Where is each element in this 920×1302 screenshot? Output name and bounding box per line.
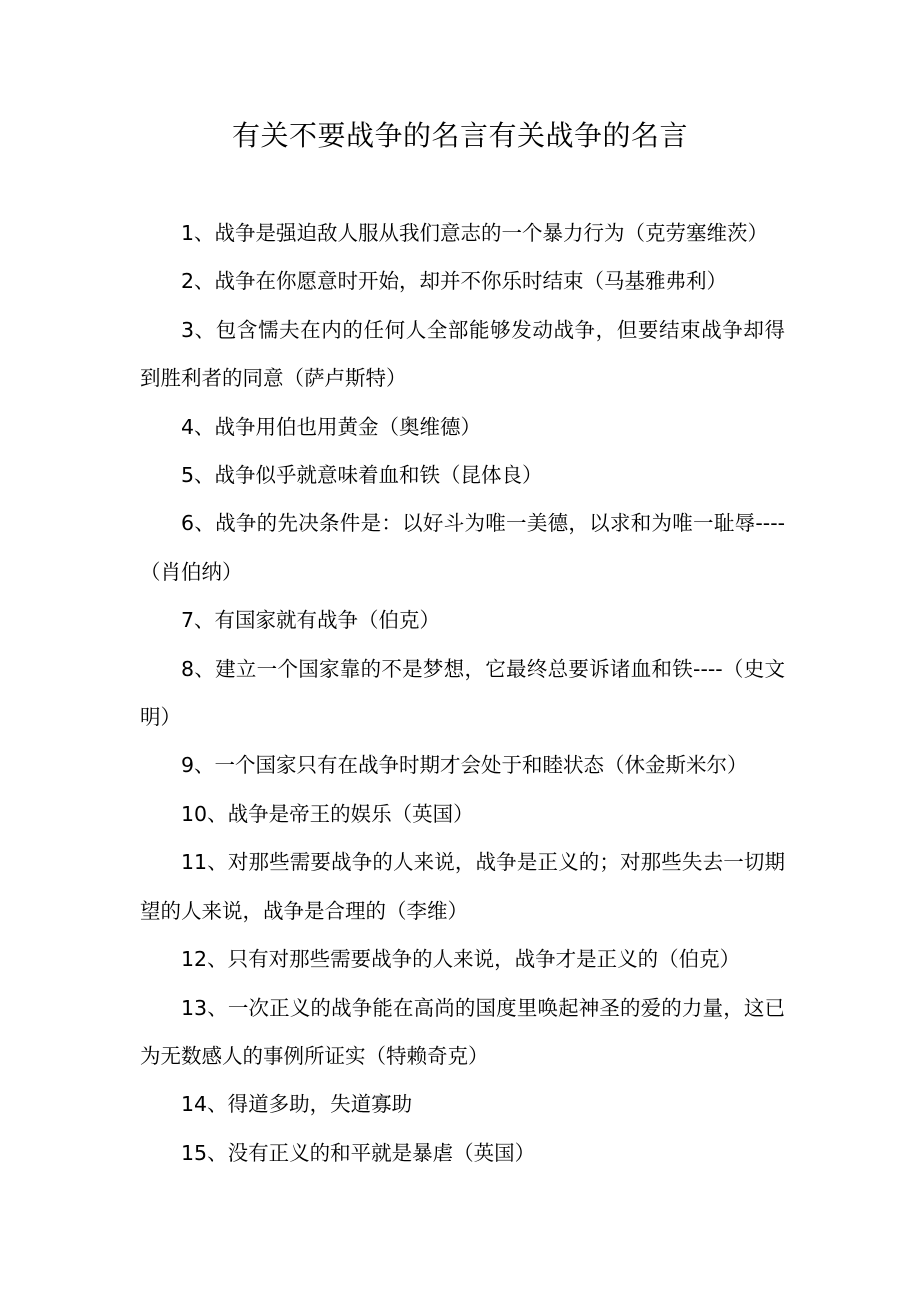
quote-item: 14、得道多助，失道寡助 <box>181 1092 413 1117</box>
quote-item: 6、战争的先决条件是：以好斗为唯一美德，以求和为唯一耻辱----（肖伯纳） <box>140 511 785 584</box>
quote-item: 11、对那些需要战争的人来说，战争是正义的；对那些失去一切期望的人来说，战争是合理的（李维） <box>140 850 785 923</box>
quote-list <box>140 209 785 1177</box>
quote-item: 2、战争在你愿意时开始，却并不你乐时结束（马基雅弗利） <box>181 269 728 294</box>
quote-item: 3、包含懦夫在内的任何人全部能够发动战争，但要结束战争却得到胜利者的同意（萨卢斯特） <box>140 317 785 391</box>
quote-item: 9、一个国家只有在战争时期才会处于和睦状态（休金斯米尔） <box>181 753 748 778</box>
quote-item: 8、建立一个国家靠的不是梦想，它最终总要诉诸血和铁----（史文明） <box>140 656 785 730</box>
quote-item: 15、没有正义的和平就是暴虐（英国） <box>181 1140 536 1165</box>
quote-item: 1、战争是强迫敌人服从我们意志的一个暴力行为（克劳塞维茨） <box>181 221 769 245</box>
quote-item: 10、战争是帝王的娱乐（英国） <box>181 801 474 826</box>
quote-item: 7、有国家就有战争（伯克） <box>181 608 441 633</box>
quote-item: 12、只有对那些需要战争的人来说，战争才是正义的（伯克） <box>181 947 741 972</box>
quote-item: 5、战争似乎就意味着血和铁（昆体良） <box>181 463 543 488</box>
document-title: 有关不要战争的名言有关战争的名言 <box>231 119 688 152</box>
quote-item: 4、战争用伯也用黄金（奥维德） <box>181 414 482 439</box>
quote-item: 13、一次正义的战争能在高尚的国度里唤起神圣的爱的力量，这已为无数感人的事例所证实（特赖奇克） <box>140 995 785 1068</box>
